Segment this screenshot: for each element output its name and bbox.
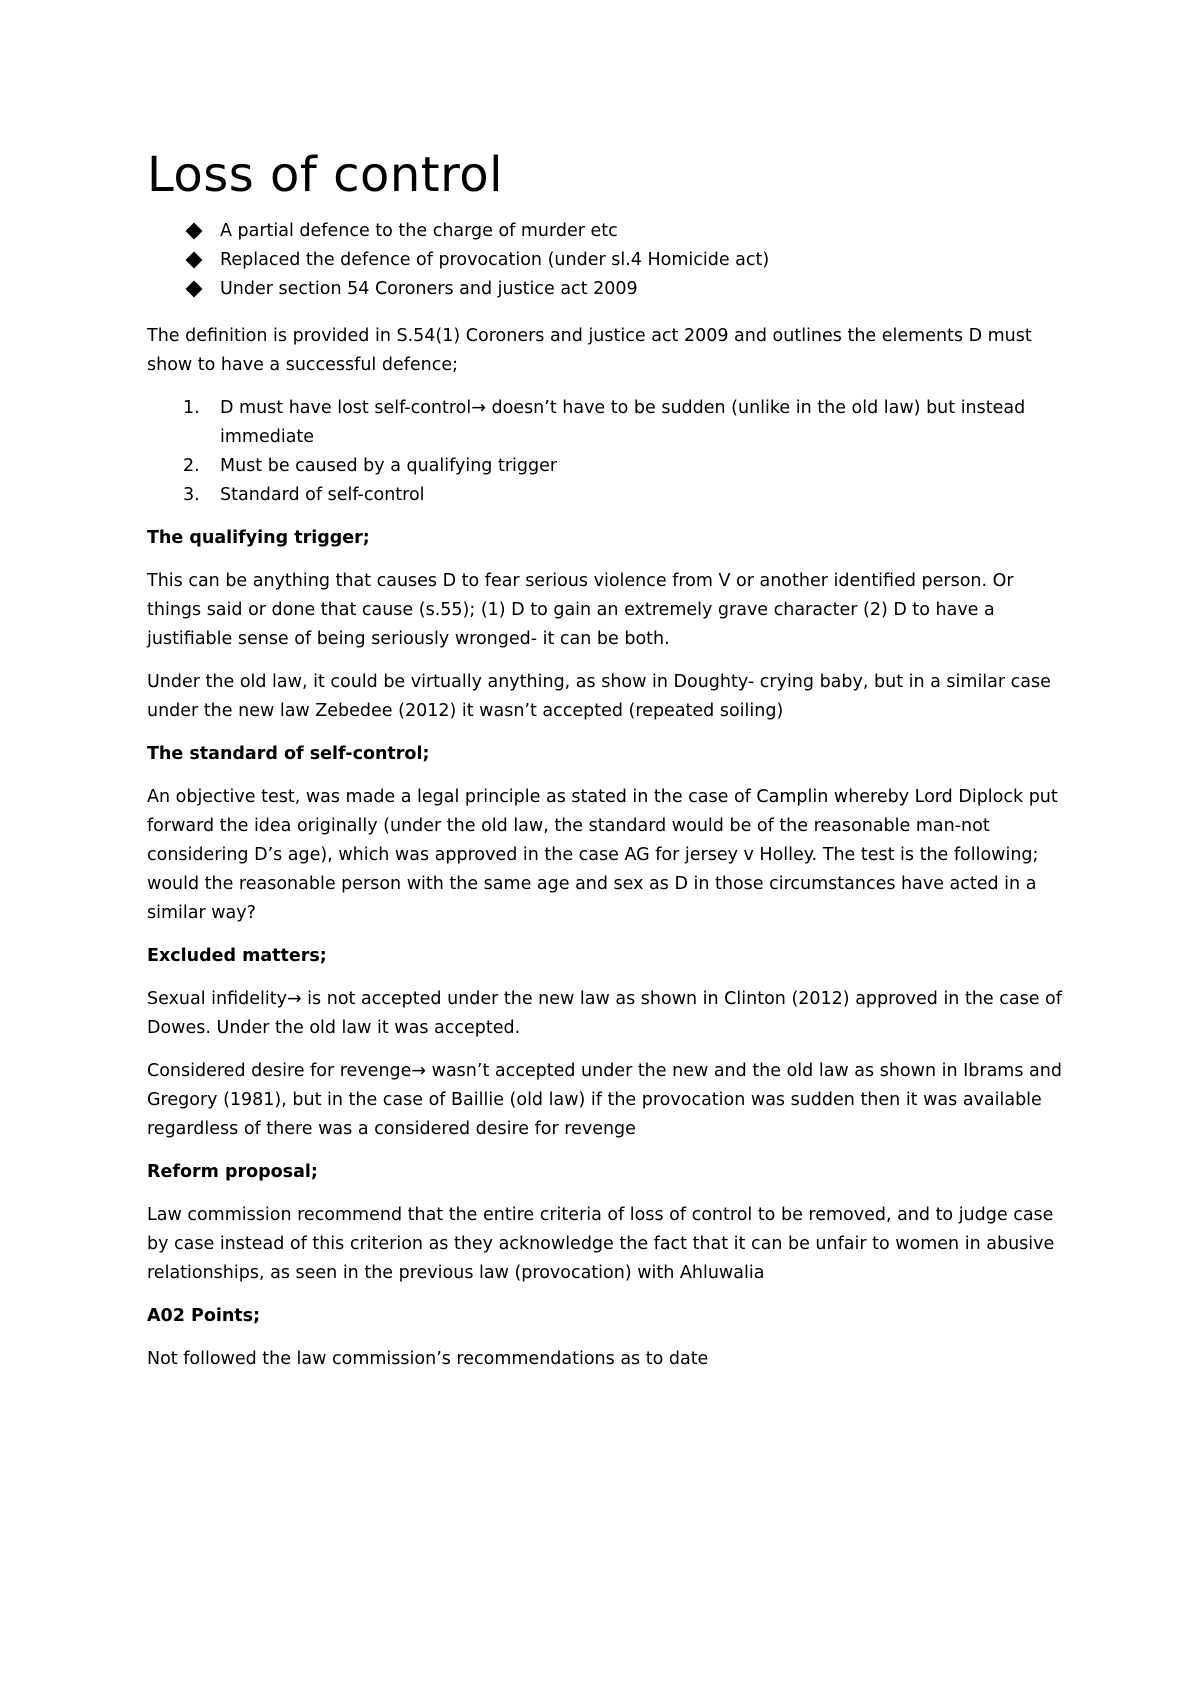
numbered-item — [147, 394, 1067, 452]
excluded-paragraph-1: Sexual infidelity→ is not accepted under the new law as shown in Clinton (2012) approved in the case of Dowes. Under the old law it was accepted. — [147, 989, 1062, 1038]
diamond-bullet-icon — [186, 223, 203, 240]
item-number: 2. — [183, 456, 200, 476]
item-text: Standard of self-control — [220, 485, 425, 505]
section-heading-a02: A02 Points; — [147, 1306, 261, 1326]
bullet-item — [147, 217, 1067, 246]
bullet-item — [147, 246, 1067, 275]
trigger-paragraph-1: This can be anything that causes D to fear serious violence from V or another identified person. Or things said or done that cause (s.55); (1) D to gain an extremely grave character (2) D to have a justifiable sense of being seriously wronged- it can be both. — [147, 571, 1014, 649]
bullet-text: A partial defence to the charge of murder etc — [220, 221, 618, 241]
section-heading-standard: The standard of self-control; — [147, 744, 430, 764]
trigger-paragraph-2: Under the old law, it could be virtually anything, as show in Doughty- crying baby, but in a similar case under the new law Zebedee (2012) it wasn’t accepted (repeated soiling) — [147, 672, 1051, 721]
diamond-bullet-icon — [186, 281, 203, 298]
section-heading-trigger: The qualifying trigger; — [147, 528, 370, 548]
diamond-bullet-icon — [186, 252, 203, 269]
item-number: 1. — [183, 398, 200, 418]
item-text: D must have lost self-control→ doesn’t have to be sudden (unlike in the old law) but instead immediate — [220, 398, 1026, 447]
definition-paragraph: The definition is provided in S.54(1) Coroners and justice act 2009 and outlines the elements D must show to have a successful defence; — [147, 326, 1032, 375]
document-body — [147, 145, 1067, 1374]
intro-bullet-list — [147, 217, 1067, 304]
section-heading-excluded: Excluded matters; — [147, 946, 327, 966]
bullet-text: Under section 54 Coroners and justice act 2009 — [220, 279, 638, 299]
bullet-item — [147, 275, 1067, 304]
bullet-text: Replaced the defence of provocation (under sl.4 Homicide act) — [220, 250, 770, 270]
item-text: Must be caused by a qualifying trigger — [220, 456, 558, 476]
section-heading-reform: Reform proposal; — [147, 1162, 318, 1182]
item-number: 3. — [183, 485, 200, 505]
excluded-paragraph-2: Considered desire for revenge→ wasn’t accepted under the new and the old law as shown in Ibrams and Gregory (1981), but in the case of Baillie (old law) if the provocation was sudden then it was available regardless of there was a considered desire for revenge — [147, 1061, 1062, 1139]
numbered-item — [147, 481, 1067, 510]
numbered-item — [147, 452, 1067, 481]
elements-numbered-list — [147, 394, 1067, 510]
reform-paragraph-1: Law commission recommend that the entire criteria of loss of control to be removed, and to judge case by case instead of this criterion as they acknowledge the fact that it can be unfair to women in abusive relationships, as seen in the previous law (provocation) with Ahluwalia — [147, 1205, 1055, 1283]
document-title: Loss of control — [147, 147, 503, 203]
standard-paragraph-1: An objective test, was made a legal principle as stated in the case of Camplin whereby Lord Diplock put forward the idea originally (under the old law, the standard would be of the reasonable man-not considering D’s age), which was approved in the case AG for jersey v Holley. The test is the following; would the reasonable person with the same age and sex as D in those circumstances have acted in a similar way? — [147, 787, 1058, 923]
a02-paragraph-1: Not followed the law commission’s recommendations as to date — [147, 1349, 709, 1369]
